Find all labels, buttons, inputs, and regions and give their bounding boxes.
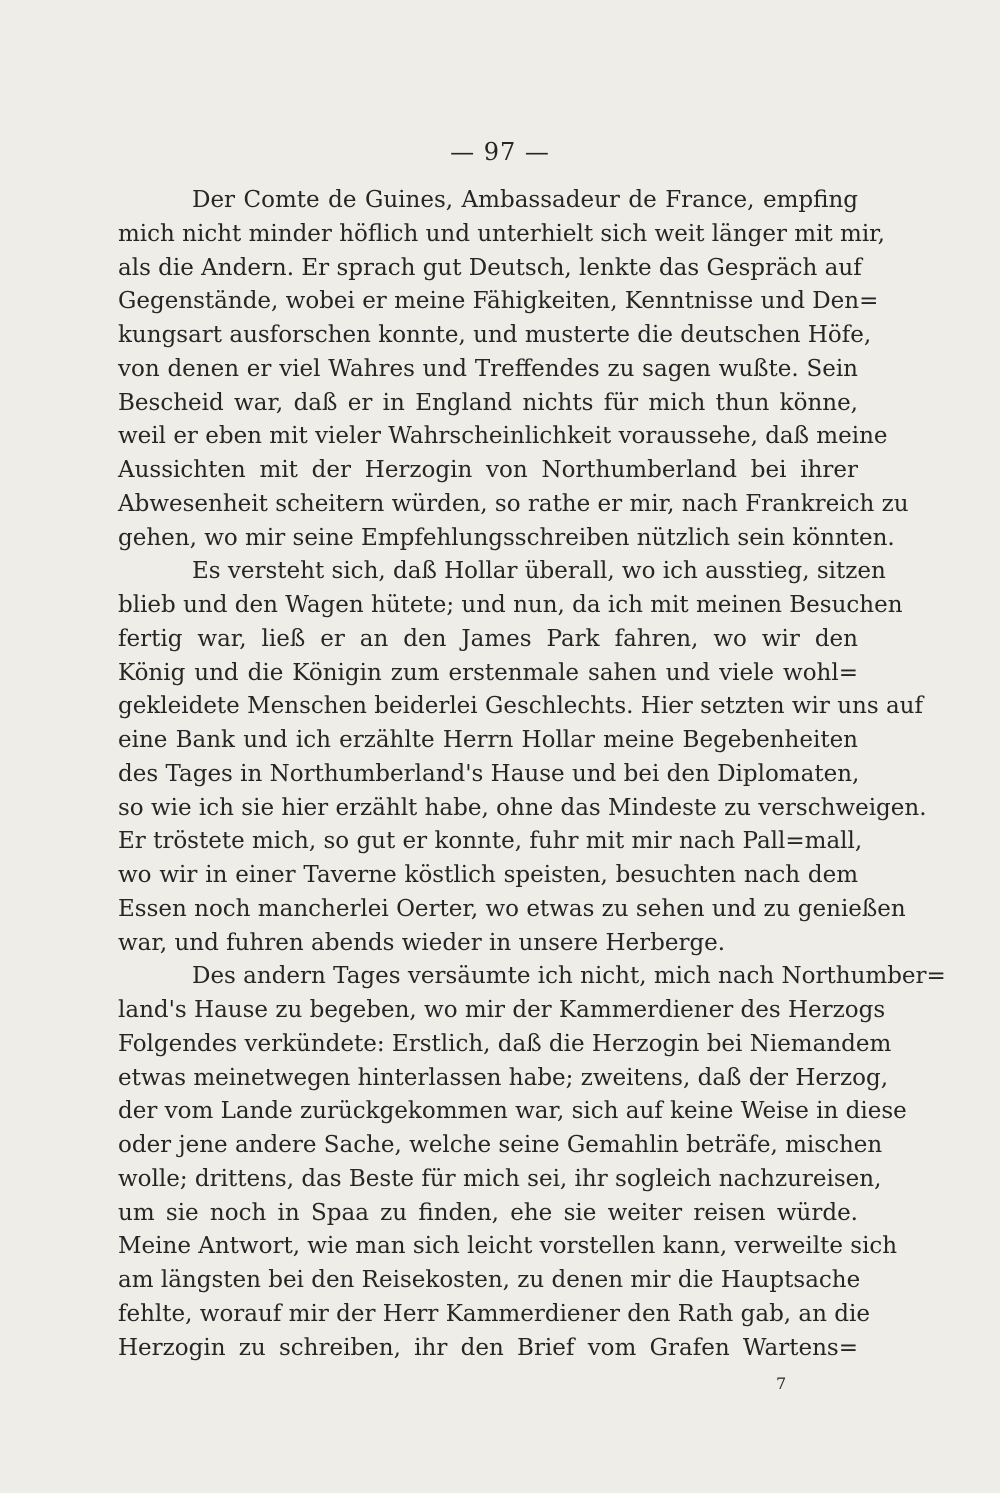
text-line: mich nicht minder höflich und unterhielt sich weit länger mit mir, — [118, 220, 885, 247]
text-line: Abwesenheit scheitern würden, so rathe er mir, nach Frankreich zu — [118, 490, 909, 517]
text-line: Des andern Tages versäumte ich nicht, mich nach Northumber= — [192, 963, 946, 990]
page-number: — 97 — — [450, 138, 550, 166]
paragraph-3 — [118, 960, 946, 1365]
text-line: war, und fuhren abends wieder in unsere Herberge. — [118, 929, 726, 956]
text-line: als die Andern. Er sprach gut Deutsch, lenkte das Gespräch auf — [118, 254, 862, 281]
body-text — [118, 184, 946, 1365]
text-line: am längsten bei den Reisekosten, zu denen mir die Hauptsache — [118, 1267, 861, 1293]
text-line: blieb und den Wagen hütete; und nun, da ich mit meinen Besuchen — [118, 592, 903, 618]
text-line: Es versteht sich, daß Hollar überall, wo ich ausstieg, sitzen — [192, 558, 886, 585]
text-line: Aussichten mit der Herzogin von Northumberland bei ihrer — [118, 457, 858, 483]
text-line: oder jene andere Sache, welche seine Gemahlin beträfe, mischen — [118, 1132, 883, 1158]
text-line: land's Hause zu begeben, wo mir der Kammerdiener des Herzogs — [118, 997, 886, 1023]
text-line: Der Comte de Guines, Ambassadeur de France, empfing — [192, 187, 858, 213]
text-line: wo wir in einer Taverne köstlich speisten, besuchten nach dem — [118, 862, 858, 888]
text-line: etwas meinetwegen hinterlassen habe; zweitens, daß der Herzog, — [118, 1064, 889, 1091]
text-line: des Tages in Northumberland's Hause und bei den Diplomaten, — [118, 760, 860, 787]
text-line: König und die Königin zum erstenmale sahen und viele wohl= — [118, 659, 858, 686]
signature-mark: 7 — [776, 1374, 787, 1393]
text-line: weil er eben mit vieler Wahrscheinlichkeit voraussehe, daß meine — [118, 423, 888, 450]
text-line: Meine Antwort, wie man sich leicht vorstellen kann, verweilte sich — [118, 1233, 898, 1260]
text-line: gekleidete Menschen beiderlei Geschlechts. Hier setzten wir uns auf — [118, 693, 923, 720]
text-line: Essen noch mancherlei Oerter, wo etwas zu sehen und zu genießen — [118, 895, 906, 922]
text-line: Gegenstände, wobei er meine Fähigkeiten, Kenntnisse und Den= — [118, 288, 879, 315]
text-line: kungsart ausforschen konnte, und musterte die deutschen Höfe, — [118, 322, 872, 348]
paragraph-1 — [118, 184, 909, 555]
text-line: gehen, wo mir seine Empfehlungsschreiben nützlich sein könnten. — [118, 524, 895, 551]
text-line: so wie ich sie hier erzählt habe, ohne das Mindeste zu verschweigen. — [118, 794, 927, 821]
text-line: wolle; drittens, das Beste für mich sei, ihr sogleich nachzureisen, — [118, 1165, 882, 1192]
text-line: eine Bank und ich erzählte Herrn Hollar meine Begebenheiten — [118, 727, 858, 753]
text-line: von denen er viel Wahres und Treffendes zu sagen wußte. Sein — [118, 355, 858, 382]
text-line: Er tröstete mich, so gut er konnte, fuhr mit mir nach Pall=mall, — [118, 828, 863, 855]
text-line: Folgendes verkündete: Erstlich, daß die Herzogin bei Niemandem — [118, 1030, 892, 1057]
text-line: Herzogin zu schreiben, ihr den Brief vom Grafen Wartens= — [118, 1334, 858, 1361]
text-line: um sie noch in Spaa zu finden, ehe sie weiter reisen würde. — [118, 1199, 858, 1226]
paragraph-2 — [118, 555, 927, 960]
text-line: der vom Lande zurückgekommen war, sich auf keine Weise in diese — [118, 1098, 907, 1125]
text-line: Bescheid war, daß er in England nichts für mich thun könne, — [118, 389, 858, 416]
text-line: fertig war, ließ er an den James Park fahren, wo wir den — [118, 625, 858, 652]
text-line: fehlte, worauf mir der Herr Kammerdiener den Rath gab, an die — [118, 1300, 870, 1327]
